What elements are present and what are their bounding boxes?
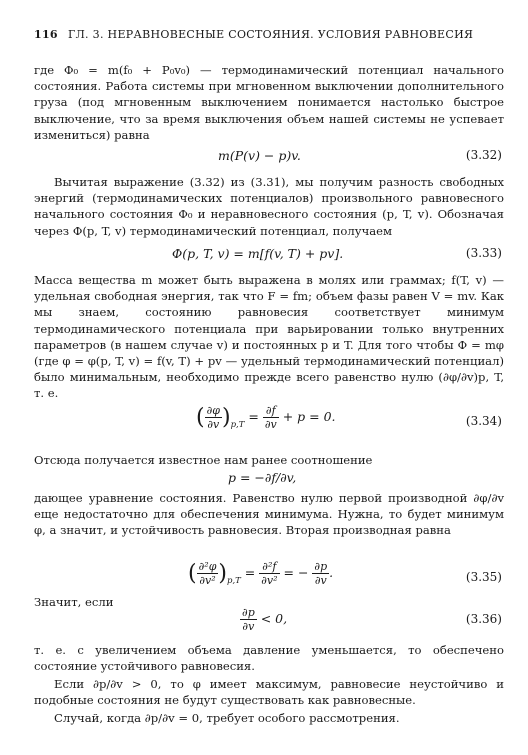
eq334-lhs-numerator: ∂φ bbox=[206, 404, 220, 417]
eq336-denominator: ∂v bbox=[242, 620, 255, 633]
equation-number-3-35: (3.35) bbox=[465, 570, 502, 584]
eq335-lhs-numerator: ∂²φ bbox=[198, 560, 217, 573]
eq334-rhs-numerator: ∂f bbox=[263, 404, 279, 418]
paragraph-2: Вычитая выражение (3.32) из (3.31), мы получим разность свободных энергий (термодинамических потенциалов) произвольного равновесного начального состояния Φ₀ и неравновесного состояния (p, T, v). Обозначая через Φ(p, T, v) термодинамический потенциал, получаем bbox=[34, 175, 504, 238]
equation-of-state: p = −∂f/∂v, bbox=[228, 470, 297, 485]
paragraph-4: Отсюда получается известное нам ранее соотношение bbox=[34, 453, 373, 467]
equation-number-3-32: (3.32) bbox=[465, 148, 502, 162]
eq335-subscript: p,T bbox=[227, 576, 241, 586]
eq334-lhs-denominator: ∂v bbox=[207, 418, 220, 431]
eq334-subscript: p,T bbox=[230, 420, 245, 430]
eq335-rhs-denominator: ∂v bbox=[314, 574, 327, 587]
eq336-numerator: ∂p bbox=[242, 606, 255, 619]
eq336-tail: < 0, bbox=[260, 611, 288, 626]
paragraph-9: Случай, когда ∂p/∂v = 0, требует особого рассмотрения. bbox=[54, 711, 400, 725]
paragraph-5: дающее уравнение состояния. Равенство нулю первой производной ∂φ/∂v еще недостаточно для обеспечения минимума. Нужна, то будет минимум φ, а значит, и устойчивость равновесия. Вторая производная равна bbox=[34, 491, 504, 538]
running-header bbox=[34, 28, 502, 44]
paragraph-6: Значит, если bbox=[34, 595, 114, 609]
equation-3-34: ( $\frac{\partial\varphi}{\partial v}$ )$_{p,T}$ = $\frac{\partial f}{\partial v}$ + p = 0. bbox=[196, 404, 336, 431]
eq334-rhs-denominator: ∂v bbox=[264, 418, 277, 431]
eq335-mid-numerator: ∂²f bbox=[259, 560, 279, 574]
eq335-rhs-numerator: ∂p bbox=[314, 560, 328, 573]
paragraph-3: Масса вещества m может быть выражена в молях или граммах; f(T, v) — удельная свободная энергия, так что F = fm; объем фазы равен V = mv. Как мы знаем, состоянию равновесия соответствует минимум термодинамического потенциала при варьировании только внутренних параметров (в нашем случае v) и постоянных p и T. Для того чтобы Φ = mφ (где φ = φ(p, T, v) = f(v, T) + pv — удельный термодинамический потенциал) было минимальным, необходимо прежде всего равенство нулю (∂φ/∂v)p, T, т. е. bbox=[34, 273, 504, 401]
equation-3-36 bbox=[240, 606, 287, 633]
equation-number-3-33: (3.33) bbox=[465, 246, 502, 260]
page-number: 116 bbox=[34, 28, 58, 41]
eq335-lhs-denominator: ∂v² bbox=[199, 574, 216, 587]
equation-3-33: Φ(p, T, v) = m[f(v, T) + pv]. bbox=[172, 246, 344, 261]
eq335-mid-denominator: ∂v² bbox=[261, 574, 278, 587]
paragraph-7: т. е. с увеличением объема давление уменьшается, то обеспечено состояние устойчивого равновесия. bbox=[34, 643, 504, 674]
paragraph-8: Если ∂p/∂v > 0, то φ имеет максимум, равновесие неустойчиво и подобные состояния не будут существовать как равновесные. bbox=[34, 677, 504, 708]
paragraph-1: где Φ₀ = m(f₀ + P₀v₀) — термодинамический потенциал начального состояния. Работа системы при мгновенном выключении дополнительного груза (под мгновенным выключением понимается настолько быстрое выключение, что за время выключения объем нашей системы не успевает измениться) равна bbox=[34, 63, 504, 142]
eq334-tail: + p = 0. bbox=[282, 409, 336, 424]
equation-number-3-36: (3.36) bbox=[465, 612, 502, 626]
running-title: ГЛ. 3. НЕРАВНОВЕСНЫЕ СОСТОЯНИЯ. УСЛОВИЯ РАВНОВЕСИЯ bbox=[68, 28, 474, 41]
equation-3-35: ( $\frac{\text{∂²φ}}{\text{∂v²}}$ )$_{p,T}$ = $\frac{\text{∂²f}}{\text{∂v²}}$ = − $\frac{\partial p}{\partial v}$ . bbox=[188, 560, 334, 587]
equation-number-3-34: (3.34) bbox=[465, 414, 502, 428]
equation-3-32: m(P(v) − p)v. bbox=[218, 148, 301, 163]
